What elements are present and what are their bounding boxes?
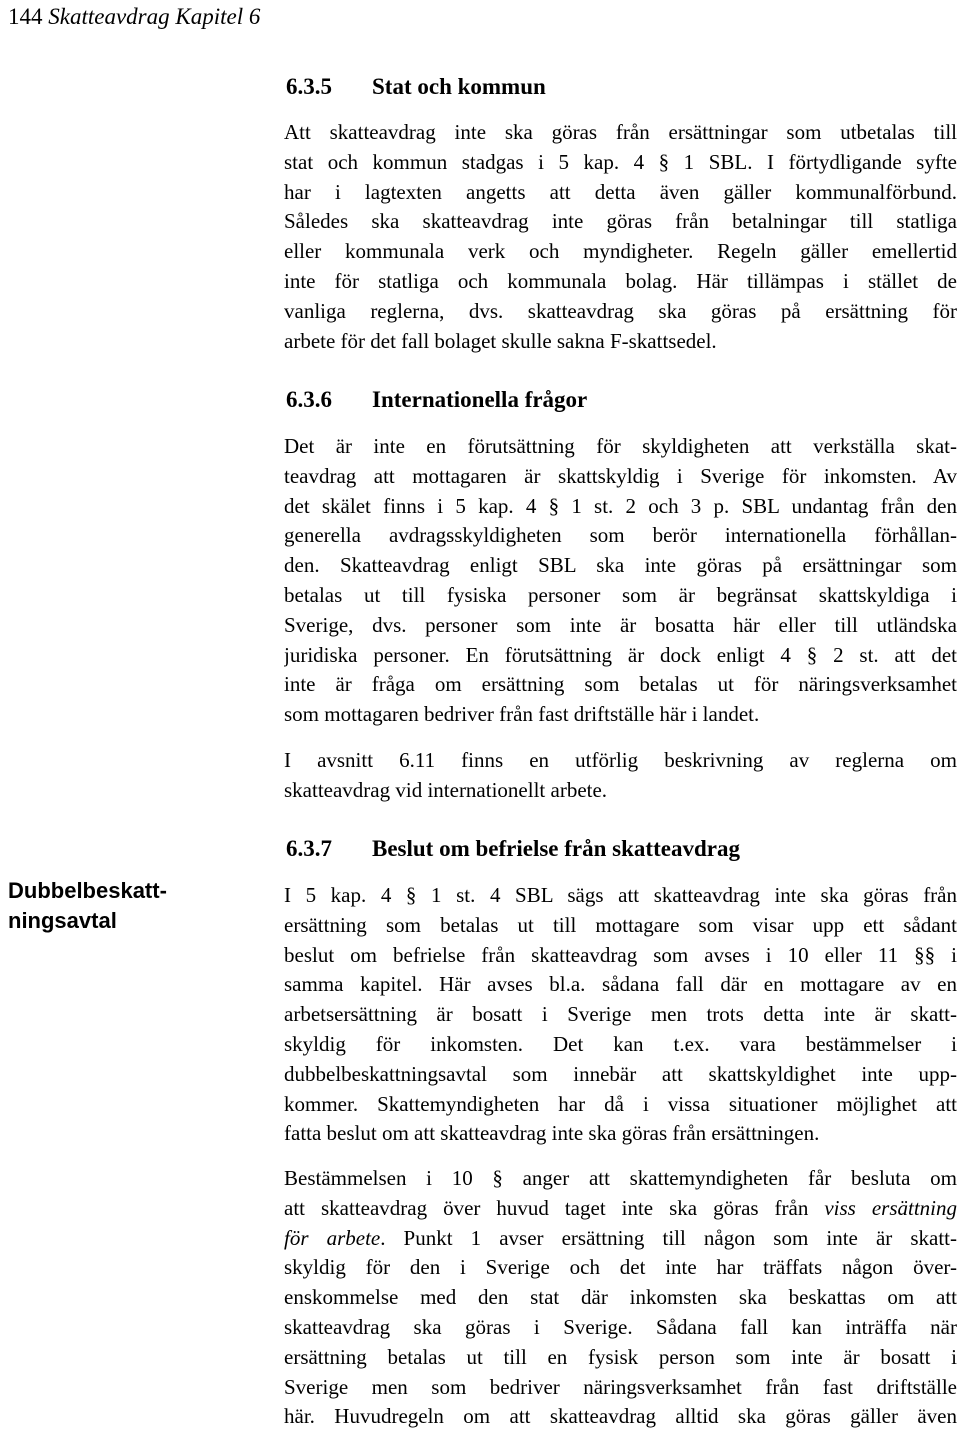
section-title: Stat och kommun	[372, 74, 546, 99]
margin-note-line: ningsavtal	[8, 908, 117, 933]
text-line: ersättning som betalas ut till mottagare som visar upp ett sådant	[284, 912, 957, 937]
text-line: dubbelbeskattningsavtal som innebär att skattskyldighet inte upp-	[284, 1061, 957, 1086]
page-number: 144	[8, 4, 43, 29]
text-line: Det är inte en förutsättning för skyldigheten att verkställa skat-	[284, 434, 957, 458]
text-line: Således ska skatteavdrag inte göras från betalningar till statliga	[284, 209, 957, 234]
section-heading-6-3-5	[286, 74, 546, 100]
emphasis-text: viss ersättning	[824, 1195, 957, 1220]
text-line: betalas ut till fysiska personer som är begränsat skattskyldiga i	[284, 582, 957, 607]
text-line: har i lagtexten angetts att detta även gäller kommunalförbund.	[284, 179, 957, 204]
text-line: inte är fråga om ersättning som betalas ut för näringsverksamhet	[284, 672, 957, 697]
text-line: stat och kommun stadgas i 5 kap. 4 § 1 SBL. I förtydligande syfte	[284, 149, 957, 174]
chapter-label: Kapitel 6	[175, 4, 261, 29]
text-line: Bestämmelsen i 10 § anger att skattemyndigheten får besluta om	[284, 1166, 957, 1190]
section-heading-6-3-7	[286, 836, 740, 862]
page-header	[8, 4, 260, 30]
text-line: det skälet finns i 5 kap. 4 § 1 st. 2 och 3 p. SBL undantag från den	[284, 493, 957, 518]
text-line: kommer. Skattemyndigheten har då i vissa situationer möjlighet att	[284, 1091, 957, 1116]
text-line: ersättning betalas ut till en fysisk person som inte är bosatt i	[284, 1344, 957, 1369]
text-line: skatteavdrag ska göras i Sverige. Sådana fall kan inträffa när	[284, 1314, 957, 1339]
text-segment: . Punkt 1 avser ersättning till någon som inte är skatt-	[380, 1225, 957, 1250]
text-line: skyldig för den i Sverige och det inte har träffats någon över-	[284, 1255, 957, 1280]
running-title: Skatteavdrag	[48, 4, 170, 29]
text-line: arbete för det fall bolaget skulle sakna F-skattsedel.	[284, 328, 717, 353]
text-line: Sverige men som bedriver näringsverksamhet från fast driftställe	[284, 1374, 957, 1399]
text-line: den. Skatteavdrag enligt SBL ska inte göras på ersättningar som	[284, 553, 957, 578]
section-title: Internationella frågor	[372, 387, 588, 412]
section-number: 6.3.6	[286, 387, 332, 412]
paragraph-beslut	[284, 881, 957, 1149]
margin-note	[8, 876, 167, 936]
text-line: juridiska personer. En förutsättning är dock enligt 4 § 2 st. att det	[284, 642, 957, 667]
paragraph-avsnitt	[284, 746, 957, 806]
text-line: Att skatteavdrag inte ska göras från ersättningar som utbetalas till	[284, 120, 957, 144]
text-line: I 5 kap. 4 § 1 st. 4 SBL sägs att skatteavdrag inte ska göras från	[284, 883, 957, 907]
text-line: beslut om befrielse från skatteavdrag som avses i 10 eller 11 §§ i	[284, 942, 957, 967]
section-title: Beslut om befrielse från skatteavdrag	[372, 836, 740, 861]
text-line: vanliga reglerna, dvs. skatteavdrag ska göras på ersättning för	[284, 298, 957, 323]
text-segment: att skatteavdrag över huvud taget inte ska göras från	[284, 1195, 825, 1220]
text-line: arbetsersättning är bosatt i Sverige men trots detta inte är skatt-	[284, 1002, 957, 1027]
emphasis-text: för arbete	[284, 1225, 381, 1250]
text-line: skyldig för inkomsten. Det kan t.ex. vara bestämmelser i	[284, 1031, 957, 1056]
text-line: fatta beslut om att skatteavdrag inte ska göras från ersättningen.	[284, 1121, 820, 1146]
text-line: generella avdragsskyldigheten som berör internationella förhållan-	[284, 523, 957, 548]
text-line: inte för statliga och kommunala bolag. Här tillämpas i stället de	[284, 268, 957, 293]
text-line: eller kommunala verk och myndigheter. Regeln gäller emellertid	[284, 239, 957, 264]
text-line: här. Huvudregeln om att skatteavdrag alltid ska göras gäller även	[284, 1404, 957, 1429]
text-line: teavdrag att mottagaren är skattskyldig i Sverige för inkomsten. Av	[284, 463, 957, 488]
text-line	[284, 1224, 957, 1254]
paragraph-stat-och-kommun	[284, 118, 957, 356]
text-line: som mottagaren bedriver från fast driftställe här i landet.	[284, 702, 760, 727]
paragraph-bestammelsen	[284, 1164, 957, 1432]
margin-note-line: Dubbelbeskatt-	[8, 878, 167, 903]
paragraph-internationella	[284, 432, 957, 730]
text-line: skatteavdrag vid internationellt arbete.	[284, 777, 608, 802]
text-line: I avsnitt 6.11 finns en utförlig beskrivning av reglerna om	[284, 748, 957, 772]
text-line: enskommelse med den stat där inkomsten ska beskattas om att	[284, 1285, 957, 1310]
text-line: samma kapitel. Här avses bl.a. sådana fall där en mottagare av en	[284, 972, 957, 997]
section-heading-6-3-6	[286, 387, 587, 413]
section-number: 6.3.7	[286, 836, 332, 861]
text-line	[284, 1194, 957, 1224]
section-number: 6.3.5	[286, 74, 332, 99]
text-line: Sverige, dvs. personer som inte är bosatta här eller till utländska	[284, 612, 957, 637]
